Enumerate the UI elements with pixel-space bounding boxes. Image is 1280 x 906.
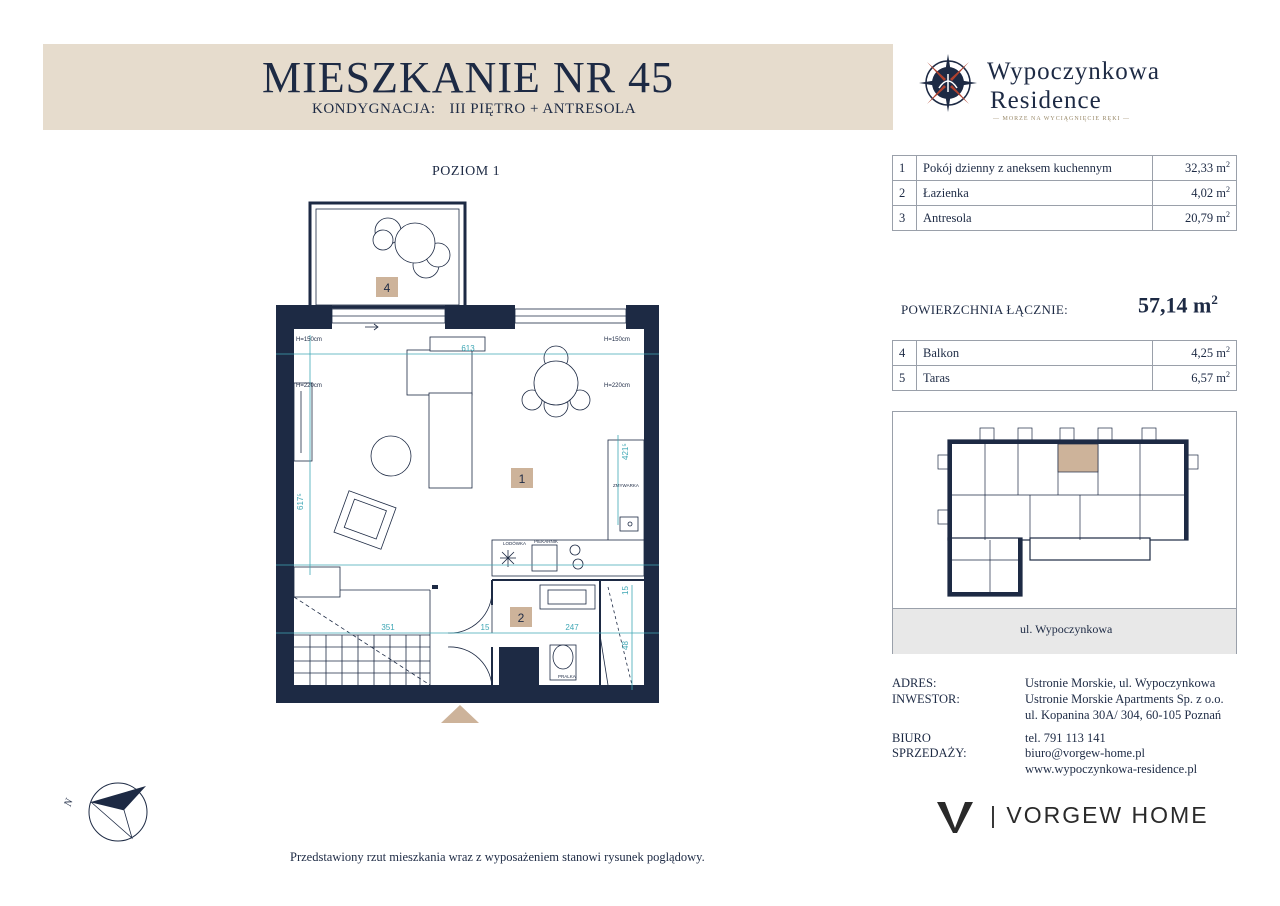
brand-tagline: — MORZE NA WYCIĄGNIĘCIE RĘKI — [993, 116, 1131, 122]
phone[interactable]: tel. 791 113 141 [1025, 731, 1106, 745]
compass-rose-logo-icon [917, 52, 979, 114]
total-area-label: POWIERZCHNIA ŁĄCZNIE: [901, 302, 1068, 317]
address-label: ADRES: [892, 676, 937, 690]
table-row [893, 156, 1237, 181]
balcony-chairs [373, 218, 450, 278]
bathroom-fixtures [540, 585, 632, 685]
page-title: MIESZKANIE NR 45 [262, 53, 674, 102]
rooms-table [892, 155, 1237, 231]
dishwasher-label: ZMYWARKA [613, 483, 639, 488]
email-link[interactable]: biuro@vorgew-home.pl [1025, 746, 1145, 760]
window-note-h150-right: H=150cm [604, 337, 630, 343]
stairs [294, 567, 430, 685]
apartment-highlight [1058, 444, 1098, 472]
floor-info [312, 101, 650, 118]
address-value: Ustronie Morskie, ul. Wypoczynkowa [1025, 676, 1216, 690]
room-tag-bathroom-label: 2 [517, 611, 525, 625]
washer-label: PRALKA [558, 674, 576, 679]
dining-set [522, 346, 590, 417]
room-name: Łazienka [917, 181, 1153, 206]
building-footprint [930, 420, 1200, 606]
table-row [893, 366, 1237, 391]
wardrobe [294, 383, 312, 461]
room-area: 4,25 $m^2$ [1153, 341, 1237, 366]
website-link[interactable]: www.wypoczynkowa-residence.pl [1025, 762, 1198, 776]
street-label: ul. Wypoczynkowa [1020, 622, 1113, 636]
table-row [893, 206, 1237, 231]
floor-plan [270, 195, 670, 725]
room-area: 4,02 $m^2$ [1153, 181, 1237, 206]
dim-right-a: 15 [621, 586, 630, 595]
table-row [893, 341, 1237, 366]
room-tag-balcony-label: 4 [383, 281, 391, 295]
room-number: 5 [893, 366, 917, 391]
armchair [334, 491, 396, 549]
table-row [893, 181, 1237, 206]
room-area: 32,33 $m^2$ [1153, 156, 1237, 181]
sofa [407, 337, 485, 488]
room-name: Taras [917, 366, 1153, 391]
dim-width-top: 613 [461, 344, 475, 353]
dim-bottom-right: 247 [565, 623, 579, 632]
office-label-line1: BIURO [892, 731, 931, 745]
dim-height-left: 617⁵ [296, 493, 305, 510]
brand-name-line1: Wypoczynkowa [987, 58, 1160, 85]
window-note-h220-left: H=220cm [296, 383, 322, 389]
dim-kitchen: 421⁵ [621, 443, 630, 460]
window-note-h150-left: H=150cm [296, 337, 322, 343]
floor-value: III PIĘTRO + ANTRESOLA [449, 101, 637, 117]
fridge-label: LODÓWKA [503, 541, 527, 546]
oven-label: PIEKARNIK [534, 539, 559, 544]
bathroom-door [448, 590, 492, 690]
room-name: Balkon [917, 341, 1153, 366]
vorgew-logo-icon [935, 800, 975, 834]
investor-name: Ustronie Morskie Apartments Sp. z o.o. [1025, 692, 1224, 706]
floor-label: KONDYGNACJA: [312, 101, 436, 117]
room-area: 20,79 $m^2$ [1153, 206, 1237, 231]
dim-right-b: 48 [621, 641, 630, 650]
room-tag-living-label: 1 [518, 472, 526, 486]
room-area: 6,57 $m^2$ [1153, 366, 1237, 391]
north-arrow-icon [58, 780, 153, 845]
room-number: 1 [893, 156, 917, 181]
dim-bottom-left: 351 [381, 623, 395, 632]
room-name: Pokój dzienny z aneksem kuchennym [917, 156, 1153, 181]
coffee-table [371, 436, 411, 476]
office-label-line2: SPRZEDAŻY: [892, 746, 967, 760]
developer-name: | VORGEW HOME [990, 802, 1209, 828]
window-note-h220-right: H=220cm [604, 383, 630, 389]
room-number: 3 [893, 206, 917, 231]
brand-name-line2: Residence [990, 87, 1102, 114]
room-name: Antresola [917, 206, 1153, 231]
investor-label: INWESTOR: [892, 692, 960, 706]
disclaimer: Przedstawiony rzut mieszkania wraz z wyposażeniem stanowi rysunek poglądowy. [290, 850, 705, 864]
room-number: 4 [893, 341, 917, 366]
dim-bottom-mid: 15 [480, 623, 490, 632]
room-number: 2 [893, 181, 917, 206]
level-label: POZIOM 1 [432, 164, 501, 179]
north-label: N [61, 797, 76, 809]
entrance-marker [441, 705, 479, 723]
total-area-value: 57,14 $m^2$ [1138, 292, 1218, 318]
exterior-table [892, 340, 1237, 391]
investor-address: ul. Kopanina 30A/ 304, 60-105 Poznań [1025, 708, 1222, 722]
